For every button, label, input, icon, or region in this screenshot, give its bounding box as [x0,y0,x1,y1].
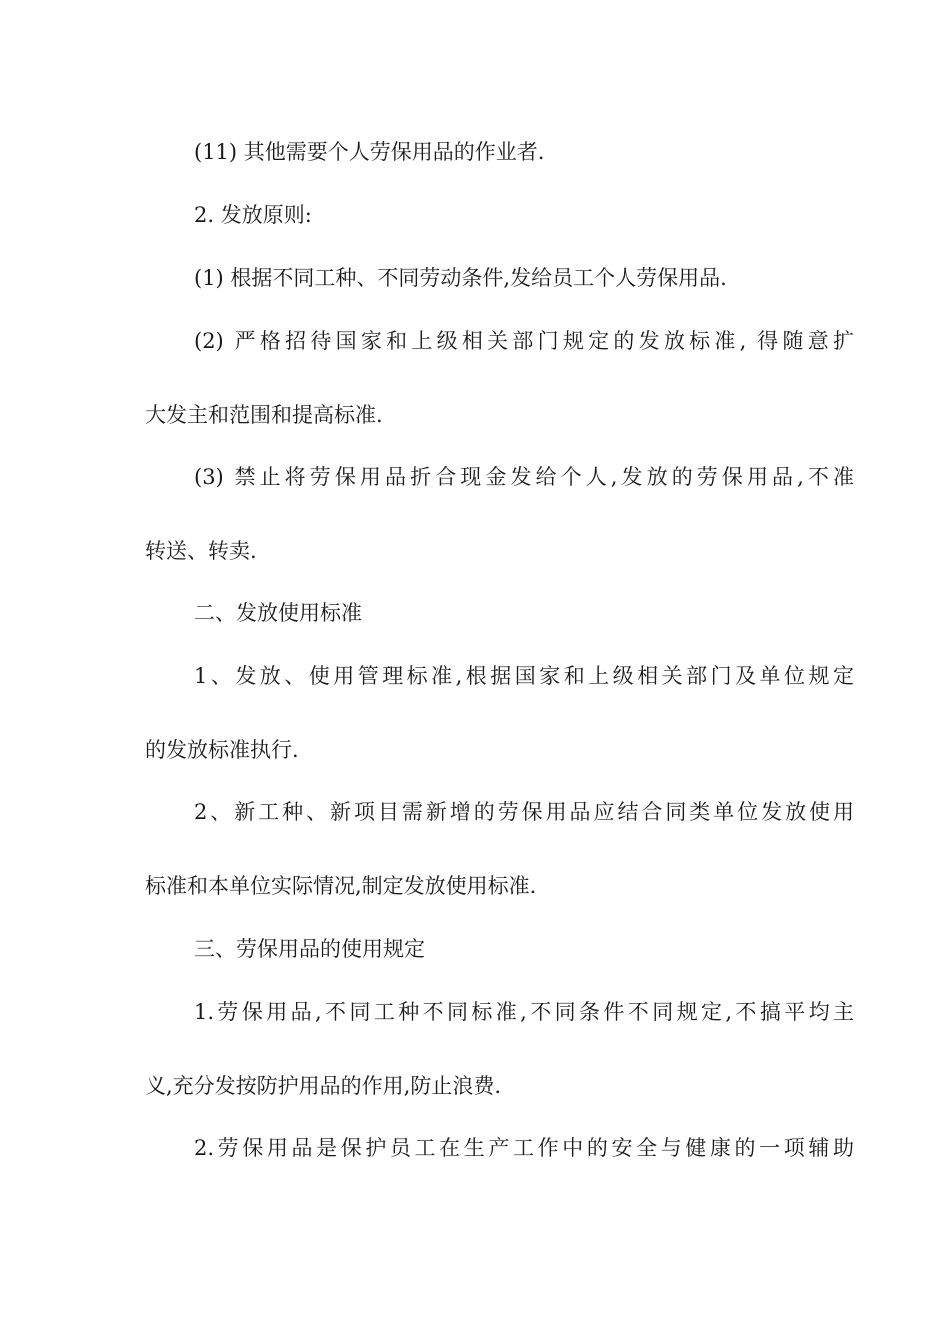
text-line-6: (3) 禁止将劳保用品折合现金发给个人,发放的劳保用品,不准 [194,465,854,489]
text-line-7: 转送、转卖. [145,539,257,563]
text-line-1: (11) 其他需要个人劳保用品的作业者. [194,140,545,164]
text-line-2: 2. 发放原则: [194,203,312,227]
text-line-4: (2) 严格招待国家和上级相关部门规定的发放标准, 得随意扩 [194,329,854,353]
text-line-14: 1.劳保用品,不同工种不同标准,不同条件不同规定,不搞平均主 [194,1000,854,1024]
text-line-12: 标准和本单位实际情况,制定发放使用标准. [145,874,537,898]
section-heading-3: 三、劳保用品的使用规定 [194,937,425,961]
text-line-15: 义,充分发按防护用品的作用,防止浪费. [145,1074,502,1098]
text-line-16: 2.劳保用品是保护员工在生产工作中的安全与健康的一项辅助 [194,1136,854,1160]
text-line-10: 的发放标准执行. [145,738,299,762]
text-line-5: 大发主和范围和提高标准. [145,403,383,427]
text-line-3: (1) 根据不同工种、不同劳动条件,发给员工个人劳保用品. [194,266,727,290]
text-line-9: 1、发放、使用管理标准,根据国家和上级相关部门及单位规定 [194,664,854,688]
section-heading-2: 二、发放使用标准 [194,601,362,625]
text-line-11: 2、新工种、新项目需新增的劳保用品应结合同类单位发放使用 [194,800,854,824]
